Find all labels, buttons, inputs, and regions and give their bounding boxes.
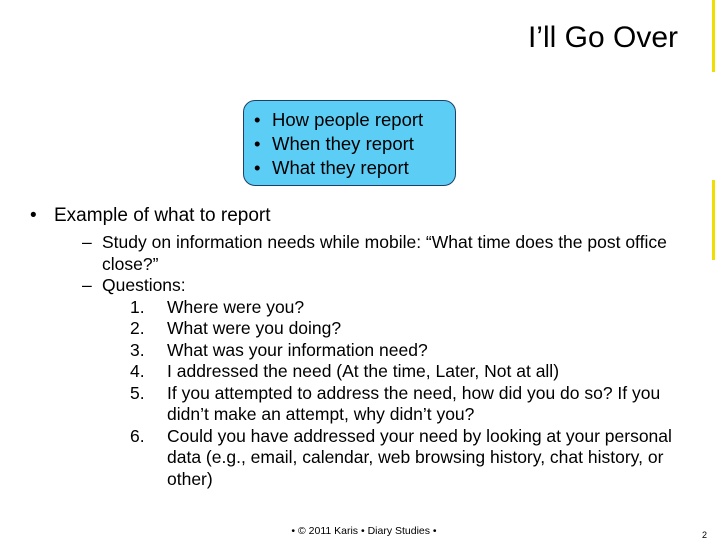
slide-body [30,204,700,490]
main-bullet [30,204,700,228]
question-item: 1. Where were you? [130,296,305,317]
question-item: 2. What were you doing? [130,318,342,338]
main-bullet-text: Example of what to report [54,205,271,226]
page-number: 2 [702,530,708,540]
question-item: 4. I addressed the need (At the time, Later, Not at all) [130,361,560,381]
dash-icon: – [82,275,92,295]
accent-rule-top [712,0,715,72]
callout-item: • When they report [254,133,414,154]
callout-item: • How people report [254,109,424,130]
overview-callout [243,100,456,186]
question-item: 6. Could you have addressed your need by looking at your personal data (e.g., email, calendar, web browsing history, chat history, or other) [130,425,672,489]
study-item [82,232,700,275]
questions-item [82,275,700,297]
bullet-icon: • [254,109,261,130]
callout-item: • What they report [254,157,409,178]
slide-footer: • © 2011 Karis • Diary Studies • [291,525,437,537]
questions-label: Questions: [102,275,186,295]
bullet-icon: • [254,157,261,178]
bullet-icon: • [254,133,261,154]
slide-title: I’ll Go Over [527,21,678,54]
accent-rule-bottom [712,180,715,260]
callout-list [254,108,455,180]
dash-icon: – [82,232,92,252]
question-item: 3. What was your information need? [130,339,428,360]
question-item: 5. If you attempted to address the need, how did you do so? If you didn’t make an attempt, why didn’t you? [130,382,661,424]
bullet-icon: • [30,205,37,226]
study-text: Study on information needs while mobile: “What time does the post office close?” [102,232,667,274]
